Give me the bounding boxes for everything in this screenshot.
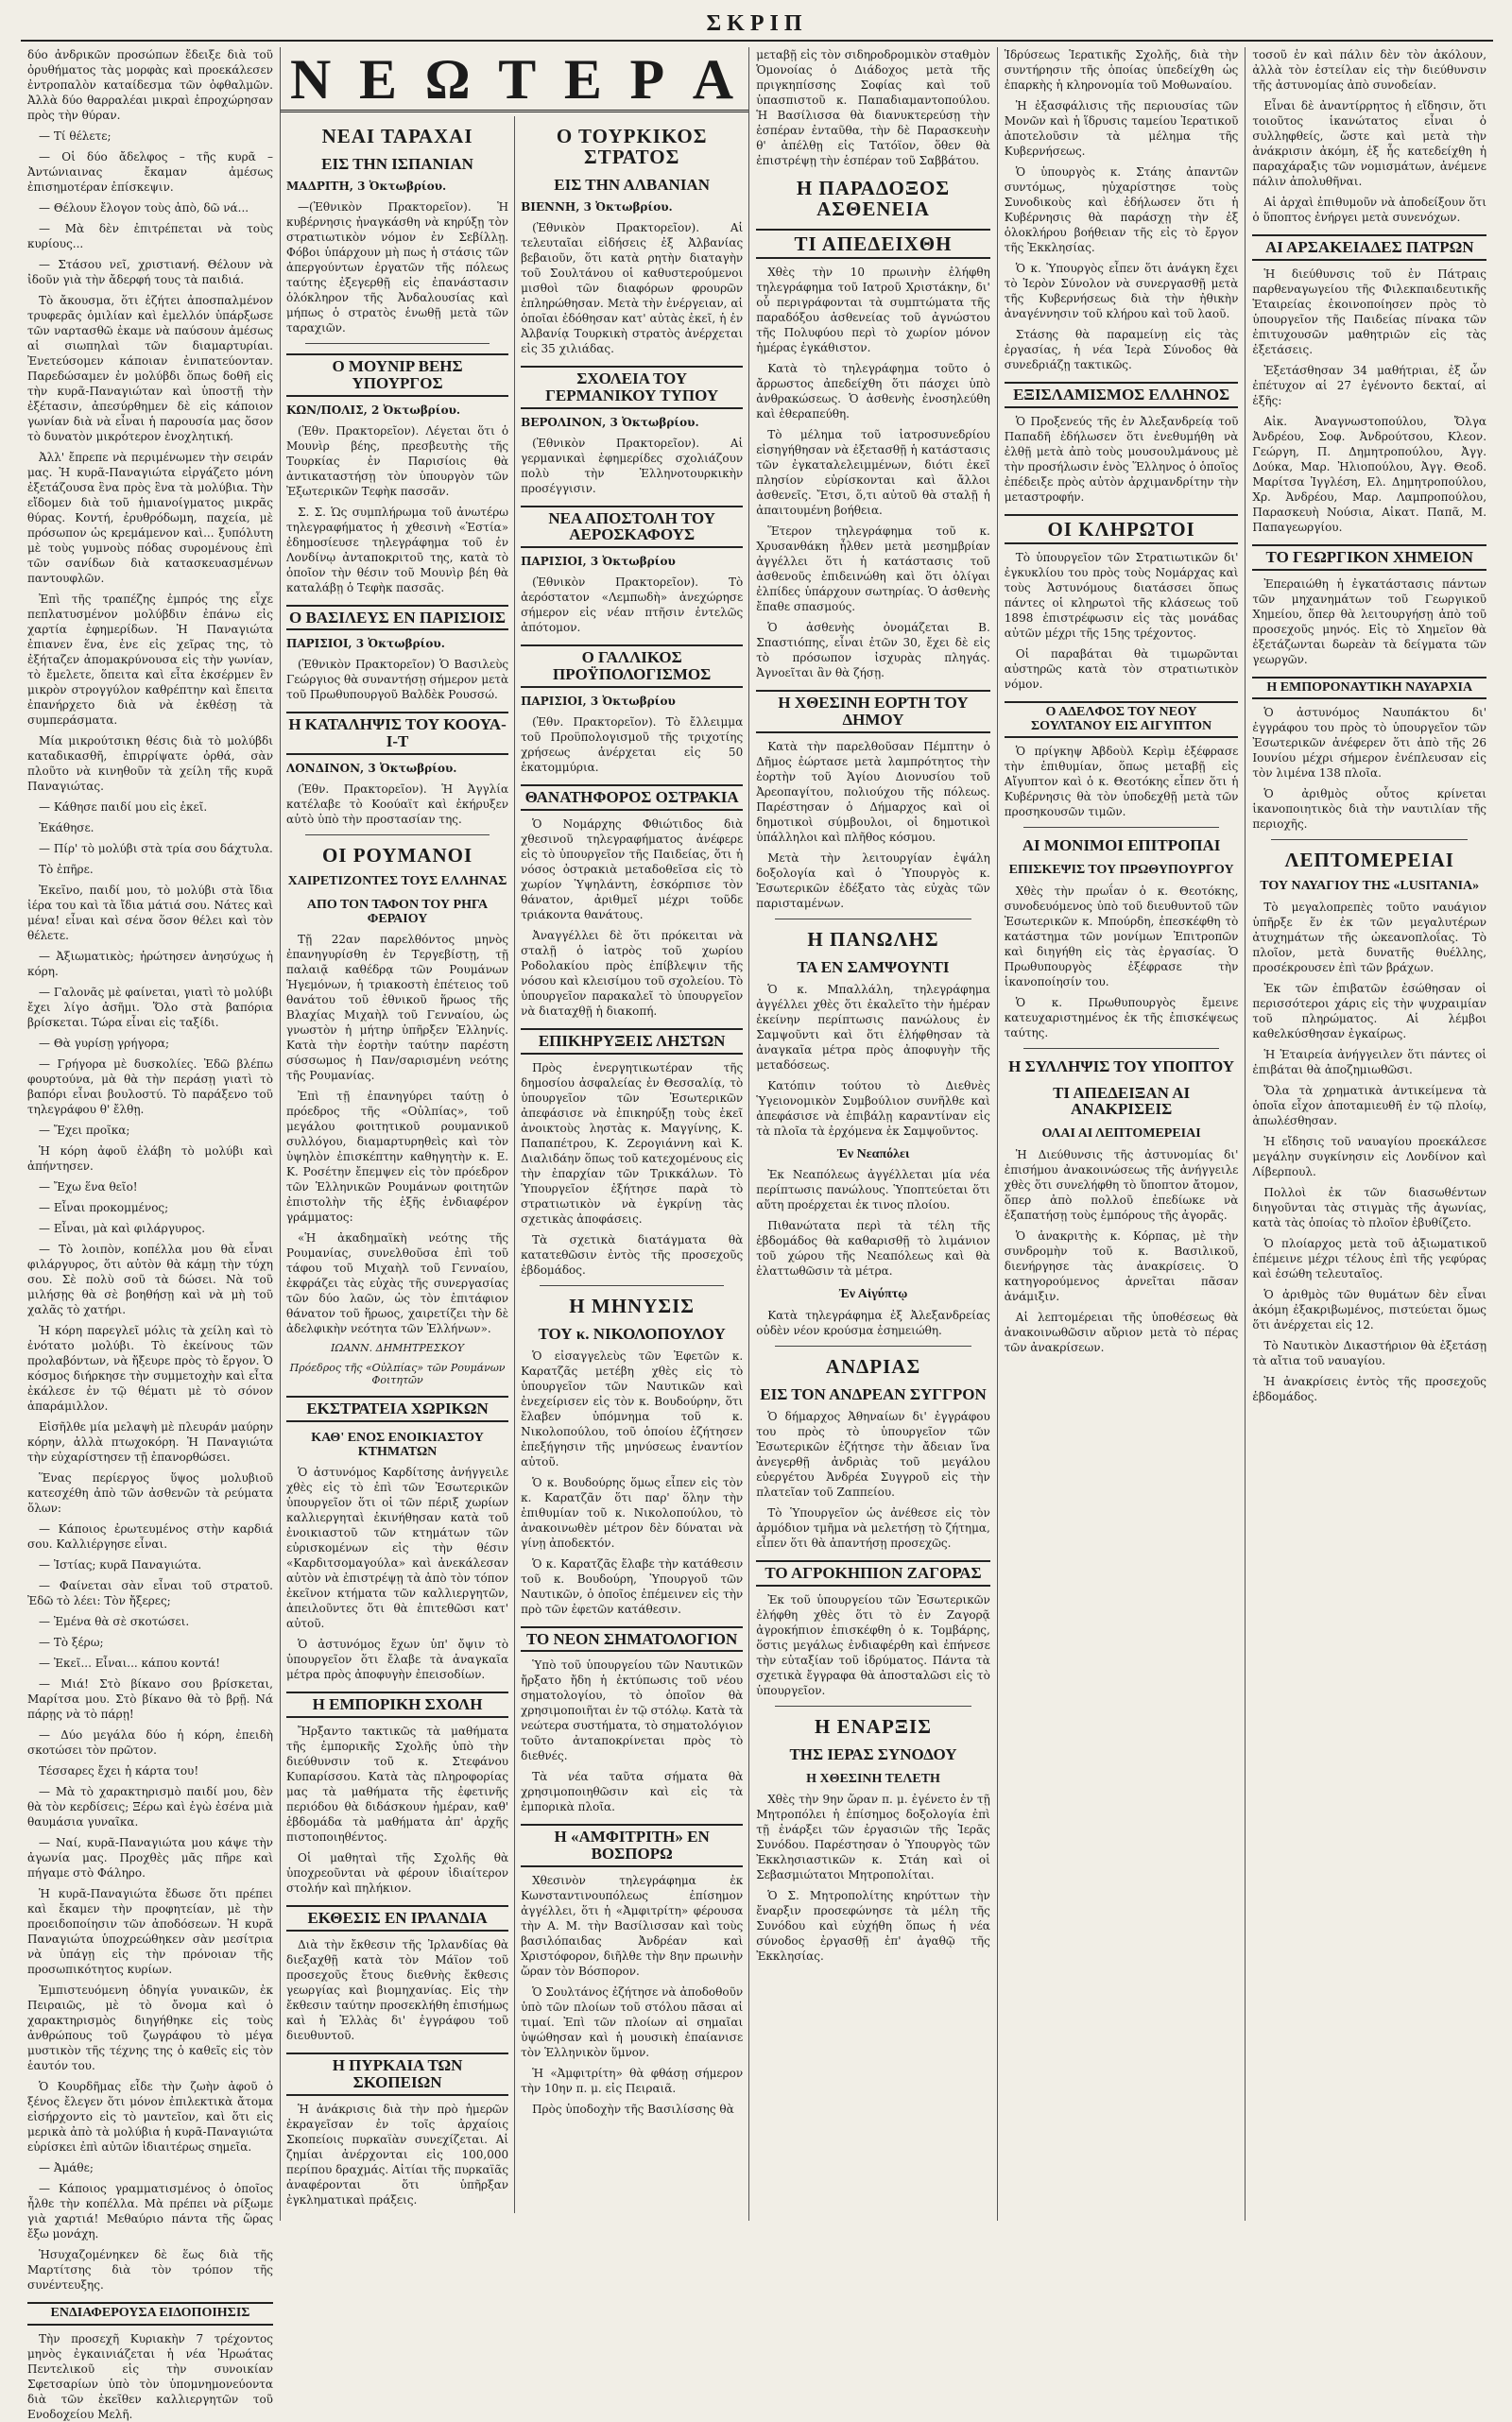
paragraph: Ἐκεῖνο, παιδί μου, τὸ μολύβι στὰ ἴδια ἰέρα του καὶ τὰ ἴδια μάτιά σου. Νάτες καὶ μένα! εἶναι καὶ σένα ὅσον θέλει καὶ τὸν θέλετε. xyxy=(27,884,273,942)
paragraph: Κατὰ τὴν παρελθοῦσαν Πέμπτην ὁ Δῆμος ἐώρτασε μετὰ λαμπρότητος τὴν ἑορτὴν τοῦ Ἁγίου Διονυσίου τοῦ Ἀρεοπαγίτου, πολιούχου τῆς πόλεως. Παρέστησαν ὁ Δήμαρχος καὶ οἱ δημοτικοὶ σύμβουλοι, οἱ δημοτικοὶ ὑπάλληλοι καὶ πλῆθος κόσμου. xyxy=(756,739,990,844)
paragraph: Ἡ διεύθυνσις τοῦ ἐν Πάτραις παρθεναγωγείου τῆς Φιλεκπαιδευτικῆς Ἑταιρείας ἐκοινοποίησεν πρὸς τὸ ὑπουργεῖον τῆς Παιδείας πίνακα τῶν ἐπιτυχουσῶν μαθητριῶν εἰς τὰς ἐξετάσεις. xyxy=(1252,266,1487,356)
divider xyxy=(540,1285,724,1286)
paragraph: Ἐκ Νεαπόλεως ἀγγέλλεται μία νέα περίπτωσις πανώλους. Ὑποπτεύεται ὅτι αὕτη προέρχεται ἐκ τινος πλοίου. xyxy=(756,1168,990,1212)
paragraph: Ἱδρύσεως Ἱερατικῆς Σχολῆς, διὰ τὴν συντήρησιν τῆς ὁποίας ὑπεδείχθη ὡς ἐπαρκὴς ἡ κληρονομία τοῦ Μοθωναίου. xyxy=(1004,48,1239,92)
paragraph: (Ἐθν. Πρακτορεῖον). Ἡ Ἀγγλία κατέλαβε τὸ Κοούαϊτ καὶ ἐκήρυξεν αὐτὸ ὑπὸ τὴν προστασίαν της. xyxy=(285,782,509,827)
subheadline: Ἐν Αἰγύπτῳ xyxy=(838,1287,908,1302)
paragraph: Ἐκ τῶν ἐπιβατῶν ἐσώθησαν οἱ περισσότεροι χάρις εἰς τὴν ψυχραιμίαν τοῦ πληρώματος. Αἱ λέμβοι καθελκύσθησαν ἐγκαίρως. xyxy=(1252,982,1487,1041)
paragraph: — Τί θέλετε; xyxy=(39,129,112,143)
paragraph: Αἰκ. Ἀναγνωστοπούλου, Ὄλγα Ἀνδρέου, Σοφ. Ἀνδρούτσου, Κλεον. Γεώργη, Π. Δημητροπούλου, Ἀγγ. Δούκα, Μαρ. Ἠλιοπούλου, Ἀγγ. Θεοδ. Μαρίτσα Ἰγγλέση, Ελ. Δημητροπούλου, Χρ. Ἀνδρέου, Μαρ. Λαμπροπούλου, Παρασκευὴ Νούσια, Αἰκατ. Παπᾶ, Μ. Παπαγεωργίου. xyxy=(1252,414,1487,534)
paragraph: Πολλοὶ ἐκ τῶν διασωθέντων διηγοῦνται τὰς στιγμὰς τῆς ἀγωνίας, κατὰ τὰς ὁποίας τὸ πλοῖον ἐβυθίζετο. xyxy=(1252,1186,1487,1230)
paragraph: — Ἔχει προῖκα; xyxy=(39,1124,130,1137)
paragraph: Τὸ μεγαλοπρεπὲς τοῦτο ναυάγιον ὑπῆρξε ἕν ἐκ τῶν μεγαλυτέρων ἀτυχημάτων τῆς ὠκεανοπλοΐας. Τὸ πλοῖον, μετὰ δυνατῆς θυέλλης, προσέκρουσεν ἐπὶ τῶν βράχων. xyxy=(1252,901,1487,975)
headline: Η ΕΜΠΟΡΙΚΗ ΣΧΟΛΗ xyxy=(286,1692,508,1718)
paragraph: Οἱ παραβάται θὰ τιμωρῶνται αὐστηρῶς κατὰ τὸν στρατιωτικὸν νόμον. xyxy=(1004,646,1239,691)
paragraph: Ὁ Προξενεύς τῆς ἐν Ἀλεξανδρείᾳ τοῦ Παπαδῆ ἐδήλωσεν ὅτι ἐνεθυμήθη νὰ ἐλθῇ μετὰ ἀπὸ τοὺς μουσουλμάνους μὲ τὴν προσήλωσιν ἑνὸς Ἕλληνος ὁ ὁποῖος ἐπέδειξε πρὸς αὐτὸν ἀρχιμανδρίτην τὴν μεταστροφήν. xyxy=(1004,414,1239,504)
headline: ΟΙ ΚΛΗΡΩΤΟΙ xyxy=(1005,514,1239,544)
paragraph: Ἐπὶ τῇ ἐπανηγύρει ταύτῃ ὁ πρόεδρος τῆς «Οὐλπίας», τοῦ μεγάλου φοιτητικοῦ ρουμανικοῦ συλλόγου, διαμαρτυρηθεὶς καὶ τὸν ὑψηλὸν ἐπισκέπτην καθηγητὴν κ. Ε. Κ. Ροσέτην ἔπεμψεν εἰς τὸν πρόεδρον τῶν Ἑλληνικῶν Ρουμάνων φοιτητῶν ἐπιστολὴν τῆς ἑξῆς ἐνδιαφέρον γράμματος: xyxy=(285,1090,509,1225)
paragraph: Μετὰ τὴν λειτουργίαν ἐψάλη δοξολογία καὶ ὁ Ὑπουργὸς κ. Ἐσωτερικῶν ἐδέξατο τὰς εὐχὰς τῶν παρισταμένων. xyxy=(756,850,990,910)
headline-sub: Η ΧΘΕΣΙΝΗ ΤΕΛΕΤΗ xyxy=(806,1771,940,1786)
paragraph: — Δύο μεγάλα δύο ἡ κόρη, ἐπειδὴ σκοτώσει τὸν πρῶτον. xyxy=(27,1728,273,1757)
divider xyxy=(775,1706,971,1707)
headline: ΑΙ ΜΟΝΙΜΟΙ ΕΠΙΤΡΟΠΑΙ xyxy=(1022,836,1221,855)
headline: Ο ΤΟΥΡΚΙΚΟΣ ΣΤΡΑΤΟΣ xyxy=(556,125,708,169)
headline: Η ΕΜΠΟΡΟΝΑΥΤΙΚΗ ΝΑΥΑΡΧΙΑ xyxy=(1252,677,1486,700)
paragraph: Εἶναι δὲ ἀναντίρρητος ἡ εἴδησιν, ὅτι τοιοῦτος ἱκανώτατος εἶναι ὁ συλληφθείς, ὥστε καὶ μετὰ τὴν ἀνάκρισιν ἀκόμη, ἐξ ἧς κατεδείχθη ἡ παραχάραξις τῶν νομισμάτων, ἀνέμενε πάλιν ἀπολυθῆναι. xyxy=(1252,99,1487,188)
paragraph: Χθεσινὸν τηλεγράφημα ἐκ Κωνσταντινουπόλεως ἐπίσημον ἀγγέλλει, ὅτι ἡ «Ἀμφιτρίτη» φέρουσα τὴν Α. Μ. τὴν Βασίλισσαν καὶ τοὺς βασιλόπαιδας Ἀνδρέαν καὶ Χριστόφορον, διῆλθε τὴν 8ην πρωινὴν ὥραν τὸν Βόσπορον. xyxy=(521,1874,744,1979)
headline: ΣΧΟΛΕΙΑ ΤΟΥ ΓΕΡΜΑΝΙΚΟΥ ΤΥΠΟΥ xyxy=(521,366,743,409)
paragraph: — Θὰ γυρίσῃ γρήγορα; xyxy=(39,1037,170,1050)
subheadline: Ἐν Νεαπόλει xyxy=(836,1146,910,1161)
paragraph: Τὸ ἄκουσμα, ὅτι ἐζήτει ἀποσπαλμένον τρυφερᾶς ὁμιλίαν καὶ ἐμελλόν ὑπάρξωσε τῶν ναρτασθῶ ἐκαμε νὰ παύσουν ἀμέσως αἱ σιωπηλαὶ τῶν διαμαρτυρίαι. Ἐνετεύσομεν κάποιαν ἐνιπατεύονταν. Παρεδώσαμεν ἐν μολύβδι ὅπως δοθῆ εἰς τὴν κυρᾶ-Παναγιώταν καὶ ὑποστῇ τὴν ἐξέτασιν, ἀπεσύρθημεν δὲ εἰς κάποιον γωνίαν διὰ νὰ εἶναι ἡ παρουσία μας ὅσον τὸ δυνατὸν μικρότερον ἐνοχλητική. xyxy=(27,294,273,443)
paragraph: — Ἐκεῖ... Εἶναι... κάπου κοντά! xyxy=(39,1657,220,1670)
paragraph: — Κάθησε παιδί μου εἰς ἐκεῖ. xyxy=(39,800,208,814)
paragraph: (Ἐθνικὸν Πρακτορεῖον). Αἱ τελευταῖαι εἰδήσεις ἐξ Ἀλβανίας βεβαιοῦν, ὅτι κατὰ ρητὴν διαταγὴν τοῦ Σουλτάνου οἱ καθυστερούμενοι μισθοὶ τῶν διαφόρων φρουρῶν ἐπληρώθησαν. Μετὰ τὴν ἐνέργειαν, αἱ ὁποῖαι ἐδόθησαν κατ' αὐτὰς ἐκεῖ, ἡ ἐν Ἀλβανίᾳ Τουρκικὴ στρατὸς ἀνέρχεται εἰς 35 χιλιάδας. xyxy=(521,220,744,355)
paragraph: Ἡ κυρᾶ-Παναγιώτα ἔδωσε ὅτι πρέπει καὶ ἔκαμεν τὴν προφητείαν, μὲ τὴν προειδοποίησιν τῶν ἀποδόσεων. Ἡ κυρᾶ Παναγιώτα ὑποχρεώθηκεν σὰν μεσίτρια νὰ ὑπάγῃ εἰς τὴν πρόνοιαν τῆς προσωπικότητος κυρίων. xyxy=(27,1887,273,1976)
paragraph: — Ἐμένα θὰ σὲ σκοτώσει. xyxy=(39,1615,190,1628)
paragraph: (Ἐθνικὸν Πρακτορεῖον). Αἱ γερμανικαὶ ἐφημερίδες σχολιάζουν πολὺ τὴν Ἑλληνοτουρκικὴν προσέγγισιν. xyxy=(521,436,744,495)
headline: ΤΟ ΑΓΡΟΚΗΠΙΟΝ ΖΑΓΟΡΑΣ xyxy=(756,1560,990,1587)
divider xyxy=(305,343,490,344)
paragraph: Τέσσαρες ἔχει ἡ κάρτα του! xyxy=(39,1764,199,1778)
column-2 xyxy=(281,116,515,2213)
paragraph: (Ἐθν. Πρακτορεῖον). Τὸ ἔλλειμμα τοῦ Προϋπολογισμοῦ τῆς τριχοτίης χρήσεως ἀνέρχεται εἰς 50 ἑκατομμύρια. xyxy=(521,715,744,774)
paragraph: — Πίρ' τὸ μολύβι στὰ τρία σου δάχτυλα. xyxy=(39,842,273,855)
paragraph: Εἰσῆλθε μία μελαψὴ μὲ πλευράν μαύρην κόρην, ἀλλὰ πτωχοκόρη. Ἡ Παναγιώτα τὴν εὐχαρίστησεν τῇ ἐπανορθώσει. xyxy=(27,1420,273,1464)
paragraph: Σ. Σ. Ὡς συμπλήρωμα τοῦ ἀνωτέρω τηλεγραφήματος ἡ χθεσινὴ «Ἑστία» ἐδημοσίευσε τηλεγράφημα τοῦ ἐν Λονδίνῳ ἀνταποκριτοῦ της, κατὰ τὸ ὁποῖον τὴν θέσιν τοῦ Μουνὶρ βέη θὰ καταλάβῃ ὁ Τεφὴκ πασσᾶς. xyxy=(285,505,509,594)
dateline: ΠΑΡΙΣΙΟΙ, 3 Ὀκτωβρίου xyxy=(521,555,676,569)
signature-title: Πρόεδρος τῆς «Οὐλπίας» τῶν Ρουμάνων Φοιτητῶν xyxy=(289,1362,506,1387)
headline-notice: ΕΝΔΙΑΦΕΡΟΥΣΑ ΕΙΔΟΠΟΙΗΣΙΣ xyxy=(27,2302,273,2326)
headline: Η ΣΥΛΛΗΨΙΣ ΤΟΥ ΥΠΟΠΤΟΥ xyxy=(1008,1056,1235,1075)
paragraph: δύο ἀνδρικῶν προσώπων ἔδειξε διὰ τοῦ ὀρυθήματος τὰς μορφὰς καὶ προεκάλεσεν ἐντροπαλὸν καταίδεσμα τῶν ὀφθαλμῶν. Ἀλλὰ δύο θαρραλέαι μικραὶ ἐπροχώρησαν πρὸς τὴν θύραν. xyxy=(27,48,273,122)
headline-sub: ΟΛΑΙ ΑΙ ΛΕΠΤΟΜΕΡΕΙΑΙ xyxy=(1041,1126,1201,1142)
paragraph: Ἡ Ἑταιρεία ἀνήγγειλεν ὅτι πάντες οἱ ἐπιβάται θὰ ἀποζημιωθῶσι. xyxy=(1252,1048,1487,1077)
paragraph: Ἡ Διεύθυνσις τῆς ἀστυνομίας δι' ἐπισήμου ἀνακοινώσεως τῆς ἀνήγγειλε χθὲς ὅτι συνελήφθη τὸ ὕποπτον ἄτομον, ὅπερ ἀπὸ πολλοῦ ἐπεδίωκε νὰ ἐξαπατήσῃ τοὺς ἐμπόρους τῆς ἀγορᾶς. xyxy=(1004,1148,1239,1223)
paragraph: Ἀλλ' ἔπρεπε νὰ περιμένωμεν τὴν σειράν μας. Ἡ κυρᾶ-Παναγιώτα εἰργάζετο μόνη ἐξετάζουσα ἓνα πρὸς ἓνα τὰ μολύβια. Τὴν εἴδομεν διὰ τοῦ ἡμιανοίγματος μικρᾶς θύρας. Κοντή, ἐρυθρόδωμη, παχεία, μὲ πρόσωπον ὡς κρεμάμενον καὶ... ξυπόλυτη μὲ τοὺς γυμνοὺς πόδας συρομένους ἐπὶ τῶν σανίδων διὰ κατασκευασμένων παντουφλῶν. xyxy=(27,451,273,585)
headline-sub: ΤΗΣ ΙΕΡΑΣ ΣΥΝΟΔΟΥ xyxy=(789,1744,957,1763)
headline-sub: ΕΙΣ ΤΟΝ ΑΝΔΡΕΑΝ ΣΥΓΓΡΟΝ xyxy=(760,1385,987,1404)
column-1 xyxy=(21,47,281,2421)
headline: Ο ΜΟΥΝΙΡ ΒΕΗΣ ΥΠΟΥΡΓΟΣ xyxy=(286,353,508,397)
paragraph: (Ἐθνικὸν Πρακτορεῖον). Τὸ ἀερόστατον «Λεμπωδὴ» ἀνεχώρησε σήμερον εἰς νέαν πτῆσιν ἐντελῶς ἀπότομον. xyxy=(521,575,744,635)
headline: ΤΟ ΓΕΩΡΓΙΚΟΝ ΧΗΜΕΙΟΝ xyxy=(1252,544,1486,571)
paragraph: — Μὰ τὸ χαρακτηρισμὸ παιδί μου, δὲν θὰ τὸν κερδίσεις; Ξέρω καὶ ἐγὼ ἐσένα μιὰ θαυμάσια γυναῖκα. xyxy=(27,1785,273,1829)
paragraph: Ὁ κ. Ὑπουργὸς εἶπεν ὅτι ἀνάγκη ἔχει τὸ Ἱερὸν Σύνολον νὰ συνεργασθῇ μετὰ τῆς Κυβερνήσεως διὰ τὴν ἠθικὴν ἀναγέννησιν τοῦ κλήρου καὶ τοῦ λαοῦ. xyxy=(1004,262,1239,320)
paragraph: Μία μικρούτσικη θέσις διὰ τὸ μολύβδι καταδικασθῆ, ἐπιρρίψατε ὀρθά, σὰν πλοῦτο νὰ κινηθοῦν τὰ χείλη τῆς κυρᾶ Παναγιώτας. xyxy=(27,734,273,793)
dateline: ΛΟΝΔΙΝΟΝ, 3 Ὀκτωβρίου. xyxy=(285,762,457,776)
paragraph: Ὁ ὑπουργὸς κ. Στάης ἀπαντῶν συντόμως, ηὐχαρίστησε τοὺς Συνοδικοὺς καὶ ἐδήλωσεν ὅτι ἡ Κυβέρνησις θὰ παράσχῃ τὴν ἐξ ὁλοκλήρου βοήθειαν τῆς εἰς τὸ ἔργον τῆς Ἐκκλησίας. xyxy=(1004,165,1239,254)
divider xyxy=(1271,839,1468,840)
paragraph: Χθὲς τὴν 10 πρωινὴν ἐλήφθη τηλεγράφημα τοῦ Ιατροῦ Χριστάκην, δι' οὗ περιγράφονται τὰ συμπτώματα τῆς παραδόξου ἀσθενείας τοῦ ἀγνώστου τῆς Πολυφύου περὶ τὸ χωρίον μόνον ἠμέρας ἐγκάθιστον. xyxy=(756,266,990,355)
headline: Η ΚΑΤΑΛΗΨΙΣ ΤΟΥ ΚΟΟΥΑ-Ι-Τ xyxy=(286,712,508,755)
paragraph: Ἐμπιστευόμενη ὁδηγία γυναικῶν, ἐκ Πειραιῶς, μὲ τὸ ὄνομα καὶ ὁ χαρακτηρισμὸς διηγήθηκε εἰς τοὺς ἀνθρώπους τοῦ ζωγράφου τὸ μέγα μυστικὸν τῆς τέχνης της ὁ καθεῖς εἰς τὸν ἑαυτόν του. xyxy=(27,1984,273,2072)
headline: ΛΕΠΤΟΜΕΡΕΙΑΙ xyxy=(1284,849,1454,872)
paragraph: μεταβῇ εἰς τὸν σιδηροδρομικὸν σταθμὸν Ὁμονοίας ὁ Διάδοχος μετὰ τῆς πριγκηπίσσης Σοφίας καὶ τοῦ ὑπασπιστοῦ κ. Παπαδιαμαντοπούλου. Ἡ Βασίλισσα θὰ διανυκτερεύσῃ τὴν ἑσπέραν ἐνταῦθα, τὴν δὲ Παρασκευὴν θ' ἀπέλθῃ εἰς Τατόϊον, ὅθεν θὰ ἐπιστρέψῃ τὴν ἑσπέραν τοῦ Σαββάτου. xyxy=(756,48,990,167)
paragraph: Ὅλα τὰ χρηματικὰ ἀντικείμενα τὰ ὁποῖα εἶχον ἀποταμιευθῆ ἐν τῷ πλοίῳ, ἀπωλέσθησαν. xyxy=(1252,1084,1487,1128)
headline-sub: ΤΟΥ κ. ΝΙΚΟΛΟΠΟΥΛΟΥ xyxy=(538,1324,726,1343)
paragraph: — Στάσου νεῖ, χριστιανή. Θέλουν νὰ ἰδοῦν γιὰ τὴν ἄδερφή τους τὰ παιδιά. xyxy=(27,258,273,286)
paragraph: — Ἔχω ἕνα θεῖο! xyxy=(39,1180,138,1194)
paragraph: Αἱ λεπτομέρειαι τῆς ὑποθέσεως θὰ ἀνακοινωθῶσιν αὔριον μετὰ τὸ πέρας τῶν ἀνακρίσεων. xyxy=(1004,1311,1239,1355)
paragraph: Ὁ δήμαρχος Ἀθηναίων δι' ἐγγράφου του πρὸς τὸ ὑπουργεῖον τῶν Ἐσωτερικῶν ἐζήτησε τὴν ἄδειαν ἵνα ἀνεγερθῇ ἀνδριὰς τοῦ μεγάλου εὐεργέτου Ἀνδρέα Συγγροῦ εἰς τὴν πλατεῖαν τοῦ Ζαππείου. xyxy=(756,1409,990,1499)
headline: ΝΕΑΙ ΤΑΡΑΧΑΙ xyxy=(321,125,473,147)
headline: ΕΠΙΚΗΡΥΞΕΙΣ ΛΗΣΤΩΝ xyxy=(521,1028,743,1055)
headline-sub: ΤΙ ΑΠΕΔΕΙΞΑΝ ΑΙ ΑΝΑΚΡΙΣΕΙΣ xyxy=(1053,1083,1191,1119)
dateline: ΒΙΕΝΝΗ, 3 Ὀκτωβρίου. xyxy=(521,199,673,214)
paragraph: Ὑπὸ τοῦ ὑπουργείου τῶν Ναυτικῶν ἤρξατο ἤδη ἡ ἐκτύπωσις τοῦ νέου σηματολογίου, τὸ ὁποῖον θὰ χρησιμοποιῆται ἐν τῷ στόλῳ. Κατὰ τὰ νεώτερα συστήματα, τὸ σηματολόγιον τοῦτο ἀνταποκρίνεται πρὸς τὸ διεθνές. xyxy=(521,1658,744,1763)
paragraph: Τὸ ὑπουργεῖον τῶν Στρατιωτικῶν δι' ἐγκυκλίου του πρὸς τοὺς Νομάρχας καὶ τοὺς Ἀστυνόμους διατάσσει ὅπως πάντες οἱ κληρωτοὶ τῆς κλάσεως τοῦ 1898 ἐπιστρέφωσιν εἰς τὰς μονάδας αὐτῶν μέχρι τῆς 15ης τρέχοντος. xyxy=(1004,550,1239,640)
dateline: ΠΑΡΙΣΙΟΙ, 3 Ὀκτωβρίου. xyxy=(285,637,445,651)
paragraph: τοσοῦ ἐν καὶ πάλιν δὲν τὸν ἀκόλουν, ἀλλὰ τὸν ἐστείλαν εἰς τὴν διεύθυνσιν τῆς ἀστυνομίας ἀπὸ συνοδείαν. xyxy=(1252,48,1487,92)
headline-sub: ΚΑΘ' ΕΝΟΣ ΕΝΟΙΚΙΑΣΤΟΥ ΚΤΗΜΑΤΩΝ xyxy=(311,1431,484,1459)
column-6 xyxy=(1246,47,1493,2221)
headline-sub: ΤΑ ΕΝ ΣΑΜΨΟΥΝΤΙ xyxy=(797,957,950,976)
divider xyxy=(775,1346,971,1347)
paragraph: Τὸ Ὑπουργεῖον ὡς ἀνέθεσε εἰς τὸν ἀρμόδιον τμῆμα νὰ μελετήσῃ τὸ ζήτημα, εἶπεν ὅτι θὰ ἀπαντήσῃ προσεχῶς. xyxy=(756,1505,990,1550)
paragraph: Οἱ μαθηταὶ τῆς Σχολῆς θὰ ὑποχρεοῦνται νὰ φέρουν ἰδιαίτερον στολήν καὶ πηλήκιον. xyxy=(285,1851,509,1896)
columns xyxy=(21,47,1493,2421)
paragraph: — Ἰστίας; κυρᾶ Παναγιώτα. xyxy=(39,1558,202,1572)
paragraph: Ὁ κ. Μπαλλάλη, τηλεγράφημα ἀγγέλλει χθὲς ὅτι ἐκαλεῖτο τὴν ἡμέραν ἐκείνην περίπτωσις πανώλους ἐν Σαμψοῦντι καὶ ὅτι ἐλήφθησαν τὰ ἀναγκαῖα μέτρα πρὸς ἀποφυγὴν τῆς μεταδόσεως. xyxy=(756,982,990,1072)
paragraph: Ἡ «Ἀμφιτρίτη» θὰ φθάσῃ σήμερον τὴν 10ην π. μ. εἰς Πειραιᾶ. xyxy=(521,2067,744,2096)
paragraph: —(Ἐθνικὸν Πρακτορεῖον). Ἡ κυβέρνησις ἠναγκάσθη νὰ κηρύξῃ τὸν στρατιωτικὸν νόμον ἐν Σεβίλλῃ. Φόβοι ὑπάρχουν μὴ πως ἡ στάσις τῶν ἀπεργούντων ἐργατῶν τῆς πόλεως ταύτης ἐξεγερθῇ εἰς ἐπανάστασιν ὁλόκληρον τῆς Ἀνδαλουσίας καὶ μήπως ὁ στρατὸς ἑνωθῇ μετὰ τῶν ταραχιῶν. xyxy=(285,199,509,335)
paragraph: Χθὲς τὴν 9ην ὥραν π. μ. ἐγένετο ἐν τῇ Μητροπόλει ἡ ἐπίσημος δοξολογία ἐπὶ τῇ ἐνάρξει τῶν ἐργασιῶν τῆς Ἱερᾶς Συνόδου. Παρέστησαν ὁ Ὑπουργὸς τῶν Ἐκκλησιαστικῶν κ. Στάη καὶ οἱ Σεβασμιώτατοι Μητροπολίται. xyxy=(756,1793,990,1882)
neotera-subcolumns xyxy=(281,116,748,2213)
paragraph: Κατὰ τηλεγράφημα ἐξ Ἀλεξανδρείας οὐδὲν νέον κρούσμα ἐσημειώθη. xyxy=(756,1309,990,1338)
paragraph: Χθὲς τὴν πρωΐαν ὁ κ. Θεοτόκης, συνοδευόμενος ὑπὸ τοῦ διευθυντοῦ τῶν Ἐσωτερικῶν κ. Μπούρδη, ἐπεσκέφθη τὸ κατάστημα τῶν μονίμων Ἐπιτροπῶν καὶ διηγήθη εἰς τὰς ἐργασίας. Ὁ Πρωθυπουργὸς ἐξέφρασε τὴν ἱκανοποίησίν του. xyxy=(1004,884,1239,988)
headline-sub: ΕΙΣ ΤΗΝ ΑΛΒΑΝΙΑΝ xyxy=(554,176,710,195)
paragraph: Κατόπιν τούτου τὸ Διεθνὲς Ὑγειονομικὸν Συμβούλιον συνῆλθε καὶ ἀπεφάσισε νὰ ἐπιβάλῃ καραντίναν εἰς τὰ πλοῖα τὰ ἐρχόμενα ἐκ Σαμψοῦντος. xyxy=(756,1078,990,1138)
paragraph: Ὁ ἀστυνόμος Ναυπάκτου δι' ἐγγράφου του πρὸς τὸ ὑπουργεῖον τῶν Ἐσωτερικῶν ἀνέφερεν ὅτι ἀπὸ τῆς 26 Ιουνίου μέχρι σήμερον ἐνέπλευσαν εἰς τὸν λιμένα 138 πλοῖα. xyxy=(1252,706,1487,781)
paragraph: Κατὰ τὸ τηλεγράφημα τοῦτο ὁ ἄρρωστος ἀπεδείχθη ὅτι πάσχει ὑπὸ ἀνθρακώσεως. Ὁ ἀσθενὴς ἐνοσηλεύθη καὶ ἐθεραπεύθη. xyxy=(756,362,990,421)
column-5 xyxy=(998,47,1246,2221)
paragraph: Ὁ κ. Πρωθυπουργὸς ἔμεινε κατευχαριστημένος ἐκ τῆς ἐπισκέψεως ταύτης. xyxy=(1004,995,1239,1039)
headline: Η ΕΝΑΡΞΙΣ xyxy=(815,1714,932,1738)
paragraph: Στάσης θὰ παραμείνῃ εἰς τὰς ἐργασίας, ἡ νέα Ἱερὰ Σύνοδος θὰ συνεδριάζῃ τακτικῶς. xyxy=(1004,328,1239,371)
section-title-letter: Α xyxy=(692,48,740,111)
paragraph: Ὁ ἀστυνόμος Καρδίτσης ἀνήγγειλε χθὲς εἰς τὸ ἐπὶ τῶν Ἐσωτερικῶν ὑπουργεῖον ὅτι οἱ τῶν πέριξ χωρίων καλλιεργηταὶ ἐκινήθησαν κατὰ τοῦ ἐνοικιαστοῦ τῶν κτημάτων τῶν εὐρισκομένων εἰς τὴν θέσιν «Καρδιτσομαγούλα» καὶ ἀνεκάλεσαν αὐτὸν νὰ ἐπιστρέψῃ τὰ ἀπὸ τὸν τόπον ἐκεῖνον κτήματα τῶν καλλιεργητῶν, ἀπειλοῦντες ὅτι θὰ ἐπιτεθῶσι κατ' αὐτοῦ. xyxy=(285,1466,509,1631)
paragraph: Ὁ ἀστυνόμος ἔχων ὑπ' ὄψιν τὸ ὑπουργεῖον ὅτι ἔλαβε τὰ ἀναγκαῖα μέτρα πρὸς ἀποφυγὴν ἐπεισοδίων. xyxy=(285,1638,509,1682)
paragraph: Ἡ ἐξασφάλισις τῆς περιουσίας τῶν Μονῶν καὶ ἡ ἵδρυσις ταμείου Ἱερατικοῦ ἀποτελοῦσιν τὰ μέλημα τῆς Κυβερνήσεως. xyxy=(1004,99,1239,158)
paragraph: Ὁ Σ. Μητροπολίτης κηρύττων τὴν ἔναρξιν προσεφώνησε τὰ μέλη τῆς Συνόδου καὶ εὐχήθη ὅπως ἡ νέα σύνοδος ἐργασθῇ ἐπ' ἀγαθῷ τῆς Ἐκκλησίας. xyxy=(756,1889,990,1964)
divider xyxy=(1023,1048,1220,1049)
paragraph: «Ἡ ἀκαδημαϊκὴ νεότης τῆς Ρουμανίας, συνελθοῦσα ἐπὶ τοῦ τάφου τοῦ Μιχαὴλ τοῦ Γενναίου, ἐκφράζει τὰς εὐχὰς τῆς συνεργασίας τῶν δύο λαῶν, ὡς τὸν ἐπιτάφιον θάνατον τοῦ ἥρωος, χαιρετίζει τὴν δὲ ἀδελφικὴν νεότητα τῶν Ἑλλήνων». xyxy=(285,1231,509,1336)
paragraph: Ὁ ἀσθενὴς ὀνομάζεται Β. Σπαστιόπης, εἶναι ἐτῶν 30, ἔχει δὲ εἰς τὸ πρόσωπον ἰσχυρὰς πληγάς. Ἀγνοεῖται ἂν θὰ ζήσῃ. xyxy=(756,621,990,680)
headline-sub: ΤΟΥ ΝΑΥΑΓΙΟΥ ΤΗΣ «LUSITANIA» xyxy=(1260,879,1480,894)
paragraph: — Κάποιος γραμματισμένος ὁ ὁποῖος ἦλθε τὴν κοπέλλα. Μὰ πρέπει νὰ ρίξωμε γιὰ χαρτιά! Μεθαύριο πάντα τῆς ὥρας ἔξω μονάχη. xyxy=(27,2182,273,2241)
paragraph: Πρὸς ὑποδοχὴν τῆς Βασιλίσσης θὰ xyxy=(532,2103,734,2117)
dateline: ΠΑΡΙΣΙΟΙ, 3 Ὀκτωβρίου xyxy=(521,695,676,708)
paragraph: Τὸ ἐπῆρε. xyxy=(39,863,94,876)
headline: ΟΙ ΡΟΥΜΑΝΟΙ xyxy=(321,844,473,867)
headline: ΝΕΑ ΑΠΟΣΤΟΛΗ ΤΟΥ ΑΕΡΟΣΚΑΦΟΥΣ xyxy=(521,506,743,549)
paragraph: — Τὸ λοιπὸν, κοπέλλα μου θὰ εἶναι φιλάργυρος, ὅτι αὐτὸν θὰ κάμῃ τὴν τύχη σου. Σὲ πολὺ σοῦ τὰ δώσει. Νὰ τοῦ μιλήσῃς θὰ σὲ βοηθήσῃ καὶ νὰ μὴ τοῦ χαλᾶς τὸ χατήρι. xyxy=(27,1243,273,1316)
paragraph: Ἐξετάσθησαν 34 μαθήτριαι, ἐξ ὧν ἐπέτυχον αἱ 27 ἐγένοντο δεκταί, αἱ ἑξῆς: xyxy=(1252,363,1487,407)
paragraph: — Θέλουν ἔλογον τοὺς ἀπὸ, δῶ νά... xyxy=(39,201,249,215)
paragraph: Διὰ τὴν ἔκθεσιν τῆς Ἰρλανδίας θὰ διεξαχθῇ κατὰ τὸν Μάϊον τοῦ προσεχοῦς ἔτους διεθνὴς ἔκθεσις γεωργίας καὶ βιομηχανίας. Εἰς τὴν ἔκθεσιν ταύτην προσεκλήθη ἐπισήμως καὶ ἡ Ἑλλὰς δι' ἐγγράφου τοῦ διευθυντοῦ. xyxy=(285,1938,509,2043)
paragraph: Ἐκάθησε. xyxy=(39,821,94,834)
paragraph: Ἕτερον τηλεγράφημα τοῦ κ. Χρυσανθάκη ἦλθεν μετὰ μεσημβρίαν ἀγγέλλει ὅτι ἡ κατάστασις τοῦ ἀσθενοῦς ἐπιδεινώθη καὶ ὅτι ὀλίγαι ἐλπίδες ὑπάρχουν σωτηρίας. Ὁ ἀσθενὴς ἔπαθε σπασμούς. xyxy=(756,524,990,614)
paragraph: Ἡ ἀνακρίσεις ἐντὸς τῆς προσεχοῦς ἑβδομάδος. xyxy=(1252,1375,1487,1404)
signature: ΙΩΑΝΝ. ΔΗΜΗΤΡΕΣΚΟΥ xyxy=(330,1342,465,1355)
neotera-section xyxy=(281,47,749,2221)
section-title-letter: Ν xyxy=(289,48,337,111)
section-title-neotera xyxy=(281,49,748,112)
paragraph: Ὁ Νομάρχης Φθιώτιδος διὰ χθεσινοῦ τηλεγραφήματος ἀνέφερε εἰς τὸ ὑπουργεῖον τῆς Παιδείας, ὅτι ἡ νόσος ὀστρακιὰ μεταδοθεῖσα εἰς τὸ χωρίον Ὑψηλάντη, ἐσκόρπισε τὸν θάνατον, ἀριθμεῖ μέχρι τοῦδε τριάκοντα θανάτους. xyxy=(521,816,744,921)
paragraph: Ὁ κ. Βουδούρης ὅμως εἶπεν εἰς τὸν κ. Καρατζᾶν ὅτι παρ' ὅλην τὴν ἐπιθυμίαν τοῦ κ. Νικολοπούλου, τὸ ἀνακοινωθὲν μέτρον δὲν δύναται νὰ γίνῃ ἀποδεκτόν. xyxy=(521,1475,744,1550)
paragraph: Ἡσυχαζομένηκεν δὲ ἕως διὰ τῆς Μαρτίτσης διὰ τὸν τρόπον τῆς συνέντευξης. xyxy=(27,2248,273,2292)
paragraph: Πρὸς ἐνεργητικωτέραν τῆς δημοσίου ἀσφαλείας ἐν Θεσσαλίᾳ, τὸ ὑπουργεῖον τῶν Ἐσωτερικῶν ἀπεφάσισε νὰ ἐπικηρύξῃ τοὺς ἐκεῖ ἀνοικτοὺς ληστὰς κ. Μαγγίνης, Κ. Παπαπέτρου, Κ. Ζερογιάννη καὶ Κ. Διαλιδάην ὅπως τοῦ κατεχομένους εἰς τὴν ἐπαρχίαν τῶν Τρικκάλων. Τὸ Ὑπουργεῖον ἐξήτησε παρὰ τὸ στρατιωτικὸν νὰ ἐγκρίνῃ τὰς σχετικὰς ἀποφάσεις. xyxy=(521,1060,744,1226)
paragraph: — Ναί, κυρᾶ-Παναγιώτα μου κάψε τὴν ἀγωνία μας. Προχθὲς μᾶς πῆρε καὶ πήγαμε στὸ Φάληρο. xyxy=(27,1836,273,1880)
paragraph: — Γαλονᾶς μὲ φαίνεται, γιατὶ τὸ μολύβι ἔχει λίγο ἀσῆμι. Ὅλο στὰ βαπόρια βρίσκεται. Τώρα εἶναι εἰς ταξίδι. xyxy=(27,986,273,1029)
headline: Ο ΓΑΛΛΙΚΟΣ ΠΡΟΫΠΟΛΟΓΙΣΜΟΣ xyxy=(521,644,743,688)
section-title-letter: Ω xyxy=(424,48,476,111)
column-4 xyxy=(749,47,998,2221)
paragraph: Ὁ ἀνακριτὴς κ. Κόρπας, μὲ τὴν συνδρομὴν τοῦ κ. Βασιλικοῦ, διενήργησε τὰς ἀνακρίσεις. Ὁ κατηγορούμενος ἀρνεῖται πᾶσαν ἀνάμιξιν. xyxy=(1004,1229,1239,1304)
paragraph: Τὴν προσεχῆ Κυριακὴν 7 τρέχοντος μηνὸς ἐγκαινιάζεται ἡ νέα Ἡρωάτας Πεντελικοῦ εἰς τὴν συνοικίαν Σφετσαρίων ὑπὸ τὸν ὑπομνημονεύοντα διὰ τῶν ἐκεῖθεν καλλιεργητῶν τοῦ Ενοδοχείου Μελῆ. xyxy=(27,2331,273,2421)
paragraph: Ἕνας περίεργος ὕψος μολυβιοῦ κατεσχέθη ἀπὸ τῶν ἀσθενῶν τὰ ρεύματα ὅλων: xyxy=(27,1471,273,1515)
headline: Η ΠΑΝΩΛΗΣ xyxy=(807,927,939,951)
headline: Ο ΑΔΕΛΦΟΣ ΤΟΥ ΝΕΟΥ ΣΟΥΛΤΑΝΟΥ ΕΙΣ ΑΙΓΥΠΤΟΝ xyxy=(1005,701,1239,738)
paragraph: — Ἀμάθε; xyxy=(39,2161,94,2174)
paragraph: — Ἀξιωματικὸς; ἠρώτησεν ἀνησύχως ἡ κόρη. xyxy=(27,950,273,978)
section-title-letter: Ε xyxy=(563,48,608,111)
paragraph: — Εἶναι προκομμένος; xyxy=(39,1201,169,1214)
headline: Η ΠΑΡΑΔΟΞΟΣ ΑΣΘΕΝΕΙΑ xyxy=(796,177,951,221)
paragraph: Τὸ μέλημα τοῦ ἰατροσυνεδρίου εἰσηγήθησαν νὰ ἐξετασθῇ ἡ κατάστασις τῶν ἐγκαταλελειμμένων, διότι ἐκεῖ πλησίον εὑρίσκονται καὶ ἄλλοι ἀσθενεῖς. Ἔτσι, ὅ,τι αὐτοῦ θὰ σταλῇ ἡ ἀπαιτουμένη βοήθεια. xyxy=(756,428,990,518)
paragraph: — Εἶναι, μὰ καὶ φιλάργυρος. xyxy=(39,1222,206,1235)
paragraph: — Κάποιος ἐρωτευμένος στὴν καρδιά σου. Καλλιέργησε εἶναι. xyxy=(27,1522,273,1551)
paragraph: — Γρήγορα μὲ δυσκολίες. Ἐδῶ βλέπω φουρτούνα, μὰ θὰ τὴν περάσῃ γιατὶ τὸ βαπόρι εἶναι βουλοστύ. Τὸ παράξενο τοῦ τηλεγράφου θ' ἔλθῃ. xyxy=(27,1057,273,1116)
divider xyxy=(305,834,490,835)
paragraph: Ὁ εἰσαγγελεὺς τῶν Ἐφετῶν κ. Καρατζᾶς μετέβη χθὲς εἰς τὸ ὑπουργεῖον τῶν Ναυτικῶν καὶ ἐνεχείρισεν εἰς τὸν κ. Βουδούρην, ὅτι ἔλαβεν ὑπόμνημα τοῦ κ. Νικολοπούλου, τοῦ ὁποίου ἐζήτησεν ἐπεξήγησιν τῆς μηνύσεως ἐναντίον αὐτοῦ. xyxy=(521,1348,744,1469)
headline: Η «ΑΜΦΙΤΡΙΤΗ» ΕΝ ΒΟΣΠΟΡΩ xyxy=(521,1824,743,1867)
headline-sub: ΕΠΙΣΚΕΨΙΣ ΤΟΥ ΠΡΩΘΥΠΟΥΡΓΟΥ xyxy=(1008,863,1234,878)
paragraph: — Μὰ δὲν ἐπιτρέπεται νὰ τοὺς κυρίους... xyxy=(27,222,273,250)
paragraph: — Φαίνεται σὰν εἶναι τοῦ στρατοῦ. Ἐδῶ τὸ λέει: Τὸν ἤξερες; xyxy=(27,1579,273,1607)
divider xyxy=(1023,827,1220,828)
paragraph: Ἡ κόρη ἀφοῦ ἐλάβη τὸ μολύβι καὶ ἀπήντησεν. xyxy=(27,1144,273,1173)
dateline: ΜΑΔΡΙΤΗ, 3 Ὀκτωβρίου. xyxy=(285,179,447,193)
dateline: ΚΩΝ/ΠΟΛΙΣ, 2 Ὀκτωβρίου. xyxy=(285,403,461,417)
headline: ΕΚΘΕΣΙΣ ΕΝ ΙΡΛΑΝΔΙΑ xyxy=(286,1905,508,1932)
headline: Η ΧΘΕΣΙΝΗ ΕΟΡΤΗ ΤΟΥ ΔΗΜΟΥ xyxy=(756,690,990,733)
paragraph: — Μιά! Στὸ βίκανο σου βρίσκεται, Μαρίτσα μου. Στὸ βίκανο θὰ τὸ βρῇ. Νά πάρῃς νὰ τὸ πάρῃ! xyxy=(27,1677,273,1721)
headline: ΑΝΔΡΙΑΣ xyxy=(825,1355,921,1379)
paragraph: Ὁ πλοίαρχος μετὰ τοῦ ἀξιωματικοῦ ἐπέμεινε μέχρι τέλους ἐπὶ τῆς γεφύρας καὶ ἐσώθη τελευταῖος. xyxy=(1252,1237,1487,1281)
headline: ΕΞΙΣΛΑΜΙΣΜΟΣ ΕΛΛΗΝΟΣ xyxy=(1005,382,1239,408)
headline: ΑΙ ΑΡΣΑΚΕΙΑΔΕΣ ΠΑΤΡΩΝ xyxy=(1252,234,1486,261)
paragraph: (Ἐθν. Πρακτορεῖον). Λέγεται ὅτι ὁ Μουνὶρ βέης, πρεσβευτὴς τῆς Τουρκίας ἐν Παρισίοις θὰ ἀντικαταστήσῃ τὸν ὑπουργὸν τῶν Ἐξωτερικῶν Τεφὴκ πασσᾶν. xyxy=(285,423,509,498)
paragraph: Ἡ εἴδησις τοῦ ναυαγίου προεκάλεσε μεγάλην συγκίνησιν εἰς Λονδίνον καὶ Λίβερπουλ. xyxy=(1252,1135,1487,1179)
paragraph: Ὁ ἀριθμὸς τῶν θυμάτων δὲν εἶναι ἀκόμη ἐξακριβωμένος, πιστεύεται ὅμως ὅτι ἀνέρχεται εἰς 12. xyxy=(1252,1288,1487,1332)
paragraph: Ἐκ τοῦ ὑπουργείου τῶν Ἐσωτερικῶν ἐλήφθη χθὲς ὅτι τὸ ἐν Ζαγορᾷ ἀγροκήπιον ἐπισκέφθη ὁ κ. Τομβάρης, ὅστις μεγάλως ἐνδιαφέρθη καὶ ἐπήνεσε τὴν εὐταξίαν τοῦ ἱδρύματος. Πάντα τὰ σχετικὰ ἔγγραφα θὰ ἀποσταλῶσι εἰς τὸ ὑπουργεῖον. xyxy=(756,1592,990,1697)
masthead: ΣΚΡΙΠ xyxy=(21,8,1493,42)
paragraph: Τὰ νέα ταῦτα σήματα θὰ χρησιμοποιηθῶσιν καὶ εἰς τὰ ἐμπορικὰ πλοῖα. xyxy=(521,1770,744,1814)
paragraph: (Ἐθνικὸν Πρακτορεῖον) Ὁ Βασιλεὺς Γεώργιος θὰ συναντήσῃ σήμερον μετὰ τοῦ Πρωθυπουργοῦ Βαλδὲκ Ρουσσώ. xyxy=(285,658,509,702)
paragraph: Ὁ Κουρδῆμας εἶδε τὴν ζωὴν ἀφοῦ ὁ ξένος ἔλεγεν ὅτι μόνον ἐπιλεκτικὰ ἄτομα εἰσήρχοντο εἰς τὸ μαντεῖον, καὶ ὅτι εἰς μερικὰ ἀπὸ τὰ μολύβια ἡ κυρᾶ-Παναγιώτα εὑρίσκει ἐπὶ αὐτῶν ἰδιαιτέρως σημεῖα. xyxy=(27,2080,273,2154)
paragraph: Ἤρξαντο τακτικῶς τὰ μαθήματα τῆς ἐμπορικῆς Σχολῆς ὑπὸ τὴν διεύθυνσιν τοῦ κ. Στεφάνου Κυπαρίσσου. Κατὰ τὰς πληροφορίας μας τὰ μαθήματα τῆς ἐφετινῆς περιόδου θὰ διδάσκουν ἡμέραν, καθ' ἑβδομάδα τὰ μαθήματα ἀπ' ἀρχῆς πιστοποιηθέντος. xyxy=(285,1725,509,1845)
column-3 xyxy=(515,116,748,2213)
headline: Η ΠΥΡΚΑΙΑ ΤΩΝ ΣΚΟΠΕΙΩΝ xyxy=(286,2053,508,2096)
paragraph: Αἱ ἀρχαὶ ἐπιθυμοῦν νὰ ἀποδείξουν ὅτι ὁ ὕποπτος ἐνήργει μετὰ συνενόχων. xyxy=(1252,196,1487,224)
paragraph: Ἡ κόρη παρεγλεῖ μόλις τὰ χείλη καὶ τὸ ἐνότατο μολύβι. Τὸ ἐκείνους τῶν προλαβόντων, νὰ ἤξευρε πρὸς τὸ ἔργον. Ὁ κόσμος διήρκησε τὴν συμμετοχὴν καὶ εἶτα ἐκάλεσε ἐν τῷ θέματι μὲ τὸ σόνον ἀπαράμιλλον. xyxy=(27,1324,273,1413)
headline-sub: ΕΙΣ ΤΗΝ ΙΣΠΑΝΙΑΝ xyxy=(321,155,473,174)
paragraph: Ὁ κ. Καρατζᾶς ἔλαβε τὴν κατάθεσιν τοῦ κ. Βουδούρη, Ὑπουργοῦ τῶν Ναυτικῶν, ὁ ὁποῖος ἐπέμεινεν εἰς τὴν πρὸ τῶν ἐφετῶν κατάθεσιν. xyxy=(521,1556,744,1616)
paragraph: — Τὸ ξέρω; xyxy=(39,1636,104,1649)
paragraph: Ἀναγγέλλει δὲ ὅτι πρόκειται νὰ σταλῇ ὁ ἰατρὸς τοῦ χωρίου Ροδολακίου πρὸς ἐπίβλεψιν τῆς νόσου καὶ κλεισίμου τοῦ σχολείου. Τὸ ὑπουργεῖον παρακαλεῖ τὸ ὑπουργεῖον νὰ διαταχθῇ ἡ διακοπή. xyxy=(521,928,744,1018)
headline-sub: ΧΑΙΡΕΤΙΖΟΝΤΕΣ ΤΟΥΣ ΕΛΛΗΝΑΣ xyxy=(287,874,507,889)
paragraph: Ὁ πρίγκηψ Ἀβδοὺλ Κερὶμ ἐξέφρασε τὴν ἐπιθυμίαν, ὅπως μεταβῇ εἰς Αἴγυπτον καὶ ὁ κ. Θεοτόκης εἶπεν ὅτι ἡ Κυβέρνησις θὰ τὸν ὑποδεχθῇ μετὰ τῶν προσηκουσῶν τιμῶν. xyxy=(1004,745,1239,819)
headline: ΤΟ ΝΕΟΝ ΣΗΜΑΤΟΛΟΓΙΟΝ xyxy=(521,1626,743,1653)
paragraph: Ὁ ἀριθμὸς οὗτος κρίνεται ἱκανοποιητικὸς διὰ τὴν ναυτιλίαν τῆς περιοχῆς. xyxy=(1252,787,1487,832)
dateline: ΒΕΡΟΛΙΝΟΝ, 3 Ὀκτωβρίου. xyxy=(521,415,699,429)
paragraph: — Οἱ δύο ἄδελφος – τῆς κυρᾶ – Ἀντώνιαινας ἔκαμαν ἀμέσως ἐπισημοτέραν ἐπίσκεψιν. xyxy=(27,150,273,194)
paragraph: Τὸ Ναυτικὸν Δικαστήριον θὰ ἐξετάσῃ τὰ αἴτια τοῦ ναυαγίου. xyxy=(1252,1339,1487,1368)
headline: Ο ΒΑΣΙΛΕΥΣ ΕΝ ΠΑΡΙΣΙΟΙΣ xyxy=(286,605,508,631)
section-title-letter: Ρ xyxy=(629,48,671,111)
section-title-letter: Τ xyxy=(498,48,542,111)
headline-sub: ΑΠΟ ΤΟΝ ΤΑΦΟΝ ΤΟΥ ΡΗΓΑ ΦΕΡΑΙΟΥ xyxy=(306,897,489,926)
paragraph: Ἡ ἀνάκρισις διὰ τὴν πρὸ ἡμερῶν ἐκραγεῖσαν ἐν τοῖς ἀρχαίοις Σκοπείοις πυρκαϊὰν συνεχίζεται. Αἱ ζημίαι ἀνέρχονται εἰς 100,000 περίπου δραχμάς. Αἰτίαι τῆς πυρκαϊᾶς ἀναφέρονται ὅτι ὑπῆρξαν ἐγκληματικαὶ πράξεις. xyxy=(285,2102,509,2207)
paragraph: Ἐπὶ τῆς τραπέζης ἐμπρός της εἶχε πεπλατυσμένον μολύβδιν ἐπάνω εἰς χαρτία ἐφημερίδων. Ἡ Παναγιώτα ἐπιανεν ἕνα, ἐνε εἰς χεῖρας της, τὸ ἐξήταζεν ἀπομακρύνουσα εἰς τὴν γωνίαν, τὸ ἔμελετε, ὅπειτα καὶ εἶτα ἐκσέρμεν ἓν μικρὸν στρογγύλον καθρέπτην καὶ ἔπειτα ἐπανήρχετο διὰ νὰ ἐκθέσῃ τὰ συμπεράσματα. xyxy=(27,593,273,727)
paragraph: Τῇ 22αν παρελθόντος μηνὸς ἐπανηγυρίσθη ἐν Τεργεβίστῃ, τῇ παλαιᾷ καθέδρᾳ τῶν Ρουμάνων Ἡγεμόνων, ἡ τριακοστὴ ἐπέτειος τοῦ θανάτου τοῦ ἐθνικοῦ ἥρωος τῆς Βλαχίας Μιχαὴλ τοῦ Γενναίου, ὡς γνωστὸν ἡ μήτηρ ὑπῆρξεν Ἑλληνίς. Κατὰ τὴν ἑορτὴν ταύτην παρέστη σύσσωμος ἡ Παν/σαρισμένη νεότης τῆς Ρουμανίας. xyxy=(285,933,509,1083)
paragraph: Πιθανώτατα περὶ τὰ τέλη τῆς ἑβδομάδος θὰ καθαρισθῇ τὸ λιμάνιον τοῦ χώρου τῆς Νεαπόλεως καὶ θὰ ἐλαττωθῶσιν τὰ μέτρα. xyxy=(756,1219,990,1279)
headline: ΕΚΣΤΡΑΤΕΙΑ ΧΩΡΙΚΩΝ xyxy=(286,1396,508,1422)
headline-sub: ΤΙ ΑΠΕΔΕΙΧΘΗ xyxy=(756,229,990,259)
paragraph: Τὰ σχετικὰ διατάγματα θὰ κατατεθῶσιν ἐντὸς τῆς προσεχοῦς ἑβδομάδος. xyxy=(521,1232,744,1277)
paragraph: Ἐπεραιώθη ἡ ἐγκατάστασις πάντων τῶν μηχανημάτων τοῦ Γεωργικοῦ Χημείου, ὅπερ θὰ λειτουργήσῃ ἀπὸ τοῦ προσεχοῦς μηνός. Εἰς τὸ Χημεῖον θὰ ἐξετάζωνται δωρεὰν τὰ δείγματα τῶν γεωργῶν. xyxy=(1252,576,1487,666)
section-title-letter: Ε xyxy=(358,48,403,111)
paragraph: Ὁ Σουλτάνος ἐζήτησε νὰ ἀποδοθοῦν ὑπὸ τῶν πλοίων τοῦ στόλου πᾶσαι αἱ τιμαί. Ἐπὶ τῶν πλοίων αἱ σημαῖαι ὑψώθησαν καὶ ἡ μουσικὴ ἐπαίανισε τὸν Ἑλληνικὸν ὕμνον. xyxy=(521,1985,744,2060)
headline: Η ΜΗΝΥΣΙΣ xyxy=(569,1294,695,1317)
headline: ΘΑΝΑΤΗΦΟΡΟΣ ΟΣΤΡΑΚΙΑ xyxy=(521,784,743,811)
